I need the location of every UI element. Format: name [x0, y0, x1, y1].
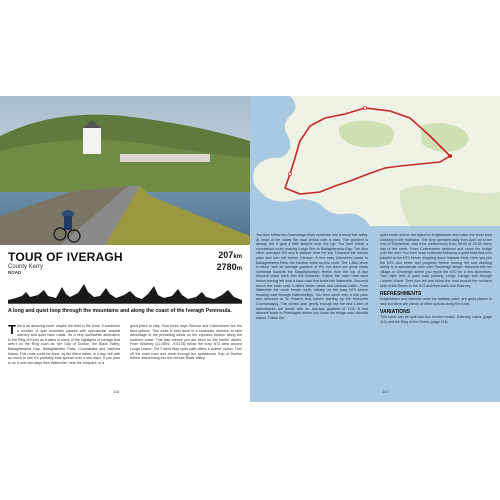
lead-paragraph: A long and quiet loop through the mountains and along the coast of the Iveragh Peninsula. — [8, 308, 232, 314]
distance-value: 207 — [218, 250, 234, 260]
distance-unit: km — [233, 254, 242, 260]
landscape-photo — [0, 96, 250, 245]
right-column-1: You then follow the Owenreagh River upstream into a broad flat valley. At head of the valley the road climbs over a pass. The gradient is steady, but it gets a little steeper near the top. You then follow a roundabout route passing Lough Brin to Ballaghbeama Gap. The 4km climb averages 5% and is steeper near the top. Descend the narrow pass and turn left before Glencar. A few easy kilometres leads to Ballaghisheen Pass, the hardest climb on this route. The 1.8km climb is steep, with an average gradient of 9%, but there are great views northeast towards the Macgillycuddy's Reeks from the top. A fast descent leads back into the lowlands. Follow the main road west before turning left onto a back road that leads into Waterville. Descend above the main road it offers better views and minimal traffic. From Waterville the route heads north, initially on the busy N70 before heading east through Ballinskelligs. You then climb over a low pass and descend to St Finian's Bay before starting up the fearsome Coomanaspig. The climbs start gently enough but the last 1.5km of switchbacks are brutal with an average gradient of 11%. A fast descent leads to Portmagee where you cross the bridge onto Valentia Island. Follow the — [256, 233, 368, 320]
route-county: County Kerry — [8, 264, 44, 270]
refreshments-heading: REFRESHMENTS — [380, 291, 422, 298]
climb-value: 2780 — [216, 262, 237, 272]
route-header — [8, 250, 242, 276]
right-page — [250, 96, 500, 402]
book-spread — [0, 96, 500, 402]
page-number-right: 117 — [382, 389, 389, 394]
variations-heading: VARIATIONS — [380, 309, 411, 316]
route-map — [250, 96, 500, 226]
route-stats — [217, 250, 242, 274]
left-column-1 — [8, 324, 120, 365]
route-title: TOUR OF IVERAGH — [8, 250, 123, 264]
left-column-2: good place to stay. Over three days Glencar and Cahersiveen are the best options. This route is best done in a clockwise direction to take advantage of the prevailing winds on the exposed section along the northern coast. This also means you are fresh for the harder climbs. From Killarney (22.3891, -9.5178) follow the busy N72 west around Lough Leane. The Forest Way cycle path offers a quieter option. Turn off the main road and climb through the spectacular Gap of Dunloe before descending into the remote Black Valley. — [130, 324, 242, 361]
right-column-2 — [380, 233, 492, 327]
right-column-2-text: quiet roads across the island to Knightstown and make the short ferry crossing to the mainland. The ferry operates daily from April 1st to the end of September, and runs continuously from 08.00 to 22.00 every day of the week. From Cahersiveen descend and cross the bridge over the river. You then head northeast following a quiet road that runs parallel to the N70 before dropping down towards Kells. Here you join the N70 and never feel progress before turning left and climbing briefly to a spectacular view over Rossbeigh beach. Descend into the village of Glenbeigh where you rejoin the N70 for a few kilometres. Turn right onto a quiet road passing Lough Caragh and through Lickeen Wood. Then turn left and follow the road around the northern side of the Reeks to the N72 and then back into Killarney. — [380, 233, 492, 288]
route-type: ROAD — [8, 270, 22, 275]
climb-unit: m — [236, 266, 242, 272]
drop-cap: T — [8, 322, 16, 337]
left-page — [0, 96, 250, 402]
variations-text: This route can be split into two shorter routes, Killarney Lakes (page 112) and the Ring of the Reeks (page 118). — [380, 315, 492, 324]
elevation-profile-graphic — [8, 278, 242, 304]
refreshments-text: Knightstown and Valentia, near the halfway point, are good places to stop but there are plenty of other options along the route. — [380, 297, 492, 306]
left-column-1-text: his is an amazing route, maybe the best in the book. It combines a number of epic mountain passes with spectacular coastal scenery and quiet back roads. It's a very worthwhile alternative to the Ring of Kerry as it takes in many of the highlights of Iveragh that aren't on the Ring such as: the Gap of Dunloe, the Black Valley, Ballaghbeama Gap, Ballaghisheen Pass, Coomakista and Valentia Island. This route could be done, by the fittest riders, in a day, but with so much to see it's probably best spread over a few days. If you plan to do it over two days then Waterville, near the midpoint, is a — [8, 324, 120, 365]
elevation-profile-fill — [8, 284, 242, 304]
page-number-left: 116 — [113, 389, 120, 394]
